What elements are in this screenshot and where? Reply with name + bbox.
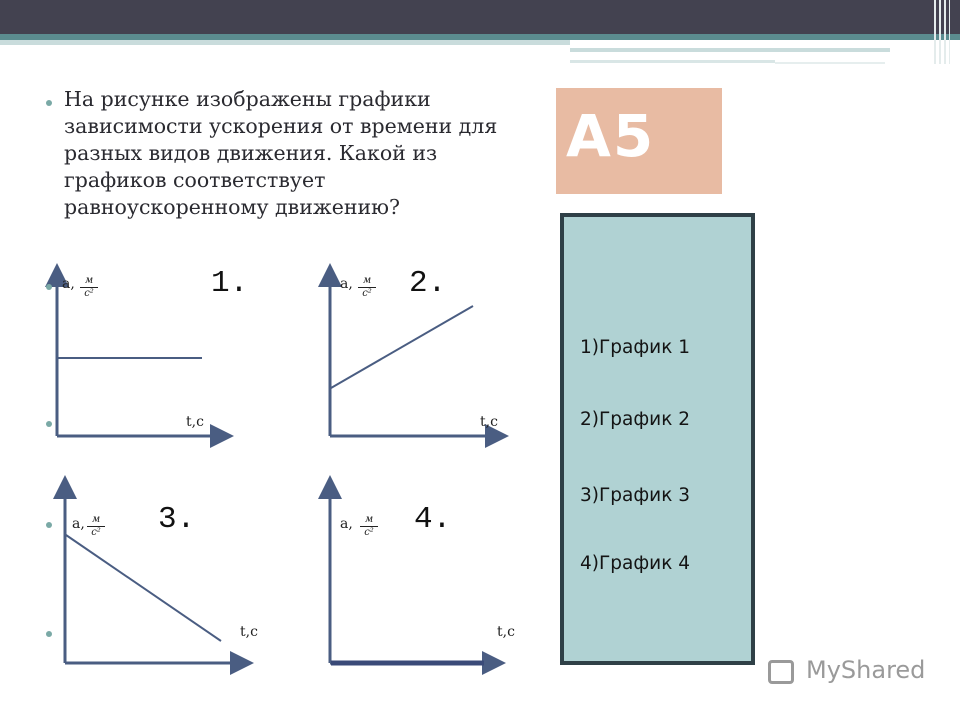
bullet (46, 631, 52, 637)
answer-option-1[interactable]: 1)График 1 (580, 337, 691, 358)
graph-2-xlabel: t,c (480, 414, 498, 430)
graph-4-xlabel: t,c (497, 624, 515, 640)
bullet (46, 421, 52, 427)
graph-4-ylabel: a, (340, 516, 353, 532)
graph-2-unit: м с² (358, 275, 376, 300)
graph-3-unit: м с² (87, 514, 105, 539)
graph-1-ylabel: a, (62, 276, 75, 292)
graph-4-number: 4. (414, 502, 452, 537)
graph-1-number: 1. (211, 266, 249, 301)
graph-3-xlabel: t,c (240, 624, 258, 640)
graph-2-ylabel: a, (340, 276, 353, 292)
answer-option-2[interactable]: 2)График 2 (580, 409, 691, 430)
answer-options-panel (560, 213, 755, 665)
graph-4 (330, 487, 494, 663)
answer-option-3[interactable]: 3)График 3 (580, 485, 691, 506)
task-badge-label: А5 (566, 102, 656, 170)
graph-3-line (66, 535, 221, 641)
graph-1-unit: м с² (80, 275, 98, 300)
graph-2-line (331, 306, 473, 388)
graph-3-ylabel: a, (72, 516, 85, 532)
graph-3-number: 3. (158, 502, 196, 537)
question-text: На рисунке изображены графики зависимости ускорения от времени для разных видов движения. Какой из графиков соответствует равноускоренному движению? (64, 87, 498, 219)
bullet (46, 284, 52, 290)
watermark-text: MyShared (806, 656, 926, 684)
bullet (46, 522, 52, 528)
answer-option-4[interactable]: 4)График 4 (580, 553, 691, 574)
graph-1-xlabel: t,c (186, 414, 204, 430)
graph-4-unit: м с² (360, 514, 378, 539)
watermark-icon (768, 660, 794, 684)
graph-2-number: 2. (409, 266, 447, 301)
